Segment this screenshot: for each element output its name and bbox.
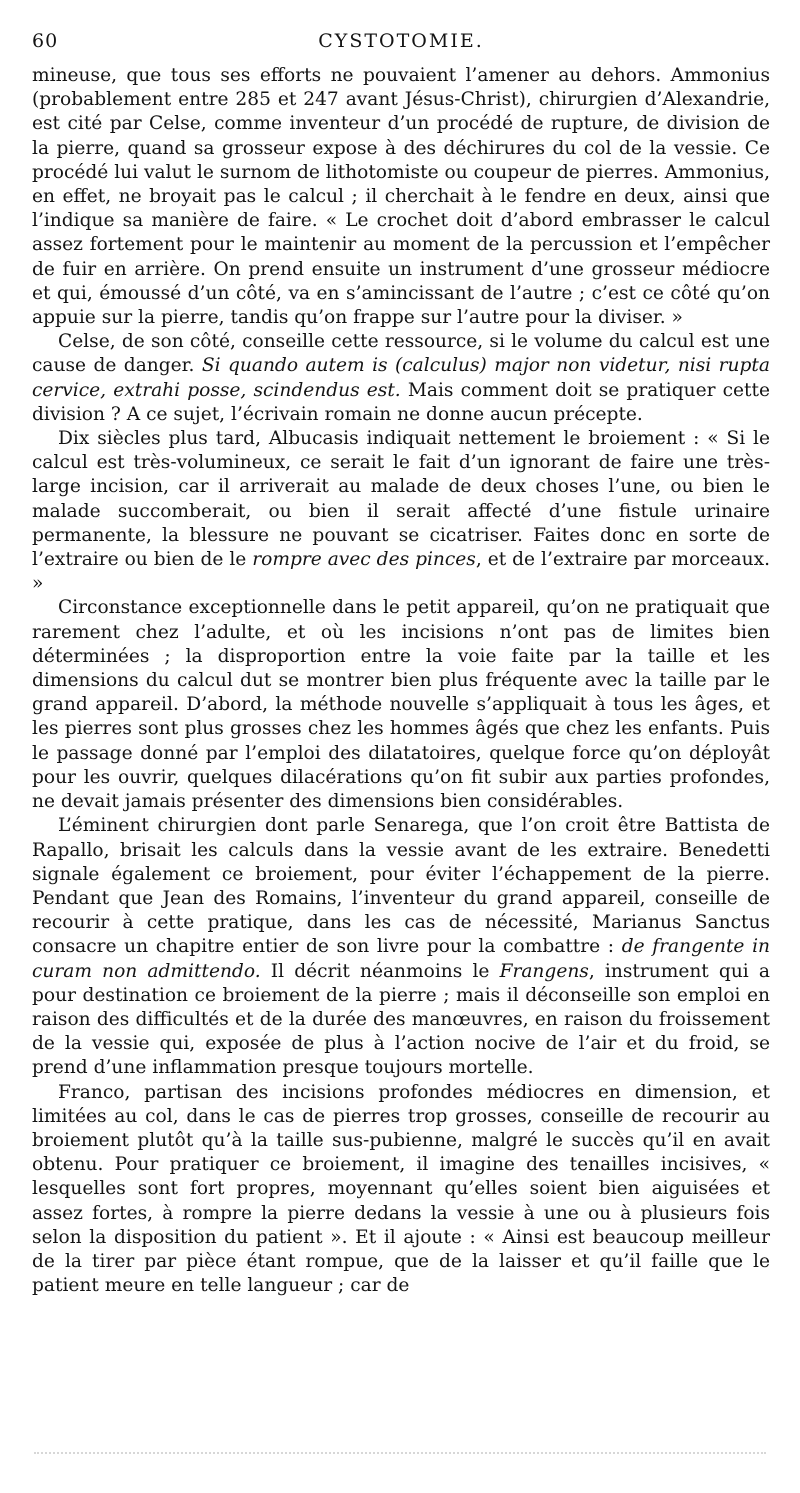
paragraph <box>32 330 770 427</box>
paragraph <box>32 814 770 1080</box>
text-run: Circonstance exceptionnelle dans le petit appareil, qu’on ne pratiquait que rarement chez l’adulte, et où les incisions n’ont pas de limites bien déterminées ; la disproportion entre la voie faite par la taille et les dimensions du calcul dut se montrer bien plus fréquente avec la taille par le grand appareil. D’abord, la méthode nouvelle s’appliquait à tous les âges, et les pierres sont plus grosses chez les hommes âgés que chez les enfants. Puis le passage donné par l’emploi des dilatatoires, quelque force qu’on déployât pour les ouvrir, quelques dilacérations qu’on fit subir aux parties profondes, ne devait jamais présenter des dimensions bien considérables. <box>32 597 770 813</box>
page-header <box>32 30 770 64</box>
text-run: L’éminent chirurgien dont parle Senarega, que l’on croit être Battista de Rapallo, brisait les calculs dans la vessie avant de les extraire. Benedetti signale également ce broiement, pour éviter l’échappement de la pierre. Pendant que Jean des Romains, l’inventeur du grand appareil, conseille de recourir à cette pratique, dans les cas de nécessité, Marianus Sanctus consacre un chapitre entier de son livre pour la combattre : <box>32 815 770 958</box>
running-title: CYSTOTOMIE. <box>318 30 484 52</box>
italic-text: Si quando autem is (calculus) major non videtur, nisi rupta cervice, extrahi posse, scindendus est. <box>32 355 770 401</box>
text-run: , et de l’extraire par morceaux. » <box>32 549 770 595</box>
text-run: , instrument qui a pour destination ce broiement de la pierre ; mais il déconseille son emploi en raison des difficultés et de la durée des manœuvres, en raison du froissement de la vessie qui, exposée de plus à l’action nocive de l’air et du froid, se prend d’une inflammation presque toujours mortelle. <box>32 960 770 1079</box>
paragraph <box>32 596 770 814</box>
paragraph <box>32 427 770 596</box>
italic-text: Frangens <box>499 960 589 982</box>
body-text <box>32 64 770 1298</box>
italic-text: rompre avec des pinces <box>252 549 476 571</box>
page-number: 60 <box>32 30 59 52</box>
italic-text: de frangente in curam non admittendo. <box>32 936 770 982</box>
text-run: Franco, partisan des incisions profondes médiocres en dimension, et limitées au col, dans le cas de pierres trop grosses, conseille de recourir au broiement plutôt qu’à la taille sus-pubienne, malgré le succès qu’il en avait obtenu. Pour pratiquer ce broiement, il imagine des tenailles incisives, « lesquelles sont fort propres, moyennant qu’elles soient bien aiguisées et assez fortes, à rompre la pierre dedans la vessie à une ou à plusieurs fois selon la disposition du patient ». Et il ajoute : « Ainsi est beaucoup meilleur de la tirer par pièce étant rompue, que de la laisser et qu’il faille que le patient meure en telle langueur ; car de <box>32 1081 770 1297</box>
text-run: Dix siècles plus tard, Albucasis indiquait nettement le broiement : « Si le calcul est très-volumineux, ce serait le fait d’un ignorant de faire une très-large incision, car il arriverait au malade de deux choses l’une, ou bien le malade succomberait, ou bien il serait affecté d’une fistule urinaire permanente, la blessure ne pouvant se cicatriser. Faites donc en sorte de l’extraire ou bien de le <box>32 428 770 571</box>
bottom-margin-marks <box>34 1452 766 1458</box>
text-run: Il décrit néanmoins le <box>260 960 500 982</box>
paragraph <box>32 1081 770 1299</box>
text-run: Mais comment doit se pratiquer cette division ? A ce sujet, l’écrivain romain ne donne aucun précepte. <box>32 379 770 425</box>
paragraph <box>32 64 770 330</box>
text-run: mineuse, que tous ses efforts ne pouvaient l’amener au dehors. Ammonius (probablement entre 285 et 247 avant Jésus-Christ), chirurgien d’Alexandrie, est cité par Celse, comme inventeur d’un procédé de rupture, de division de la pierre, quand sa grosseur expose à des déchirures du col de la vessie. Ce procédé lui valut le surnom de lithotomiste ou coupeur de pierres. Ammonius, en effet, ne broyait pas le calcul ; il cherchait à le fendre en deux, ainsi que l’indique sa manière de faire. « Le crochet doit d’abord embrasser le calcul assez fortement pour le maintenir au moment de la percussion et l’empêcher de fuir en arrière. On prend ensuite un instrument d’une grosseur médiocre et qui, émoussé d’un côté, va en s’amincissant de l’autre ; c’est ce côté qu’on appuie sur la pierre, tandis qu’on frappe sur l’autre pour la diviser. » <box>32 65 770 329</box>
text-run: Celse, de son côté, conseille cette ressource, si le volume du calcul est une cause de danger. <box>32 331 770 377</box>
